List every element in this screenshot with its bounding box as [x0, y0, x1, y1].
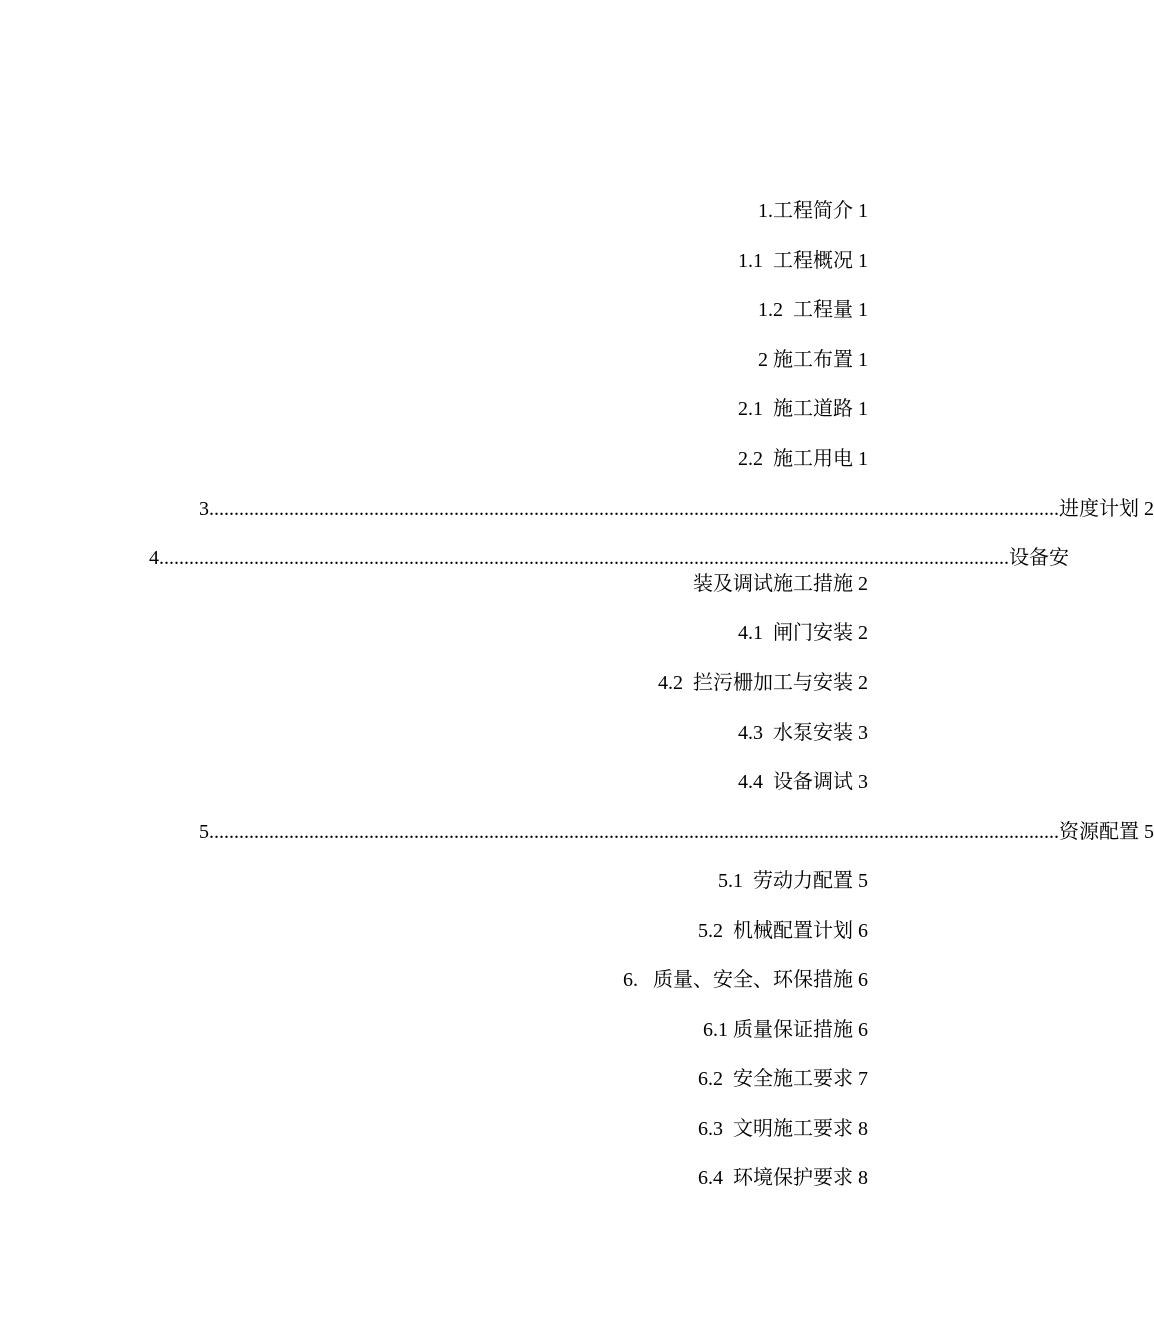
toc-entry-5-number: 5 [199, 821, 209, 843]
toc-entry-6-3[interactable]: 6.3 文明施工要求 8 [698, 1118, 868, 1140]
toc-entry-4-3[interactable]: 4.3 水泵安装 3 [738, 722, 868, 744]
toc-entry-4-4[interactable]: 4.4 设备调试 3 [738, 771, 868, 793]
toc-entry-1-2[interactable]: 1.2 工程量 1 [758, 299, 868, 321]
toc-entry-4[interactable] [149, 546, 1069, 570]
toc-entry-2[interactable]: 2 施工布置 1 [758, 349, 868, 371]
toc-entry-4-2[interactable]: 4.2 拦污栅加工与安装 2 [658, 672, 868, 694]
toc-entry-6[interactable]: 6. 质量、安全、环保措施 6 [623, 969, 868, 991]
toc-entry-4-continuation[interactable]: 装及调试施工措施 2 [693, 573, 868, 595]
toc-entry-4-1[interactable]: 4.1 闸门安装 2 [738, 622, 868, 644]
toc-entry-5[interactable] [199, 820, 1154, 844]
toc-entry-3[interactable] [199, 497, 1154, 521]
toc-entry-6-1[interactable]: 6.1 质量保证措施 6 [703, 1019, 868, 1041]
toc-entry-2-2[interactable]: 2.2 施工用电 1 [738, 448, 868, 470]
toc-entry-4-title: 设备安 [1009, 547, 1069, 569]
toc-entry-4-number: 4 [149, 547, 159, 569]
toc-entry-6-2[interactable]: 6.2 安全施工要求 7 [698, 1068, 868, 1090]
toc-entry-6-4[interactable]: 6.4 环境保护要求 8 [698, 1167, 868, 1189]
dot-leader: .......................................................................................................................................................................... [209, 498, 1059, 520]
toc-entry-5-title: 资源配置 5 [1059, 821, 1154, 843]
toc-entry-5-2[interactable]: 5.2 机械配置计划 6 [698, 920, 868, 942]
toc-entry-1[interactable]: 1.工程简介 1 [758, 200, 868, 222]
dot-leader: .......................................................................................................................................................................... [209, 821, 1059, 843]
toc-entry-1-1[interactable]: 1.1 工程概况 1 [738, 250, 868, 272]
toc-entry-2-1[interactable]: 2.1 施工道路 1 [738, 398, 868, 420]
toc-entry-3-title: 进度计划 2 [1059, 498, 1154, 520]
toc-entry-5-1[interactable]: 5.1 劳动力配置 5 [718, 870, 868, 892]
dot-leader: .......................................................................................................................................................................... [159, 547, 1009, 569]
toc-entry-3-number: 3 [199, 498, 209, 520]
